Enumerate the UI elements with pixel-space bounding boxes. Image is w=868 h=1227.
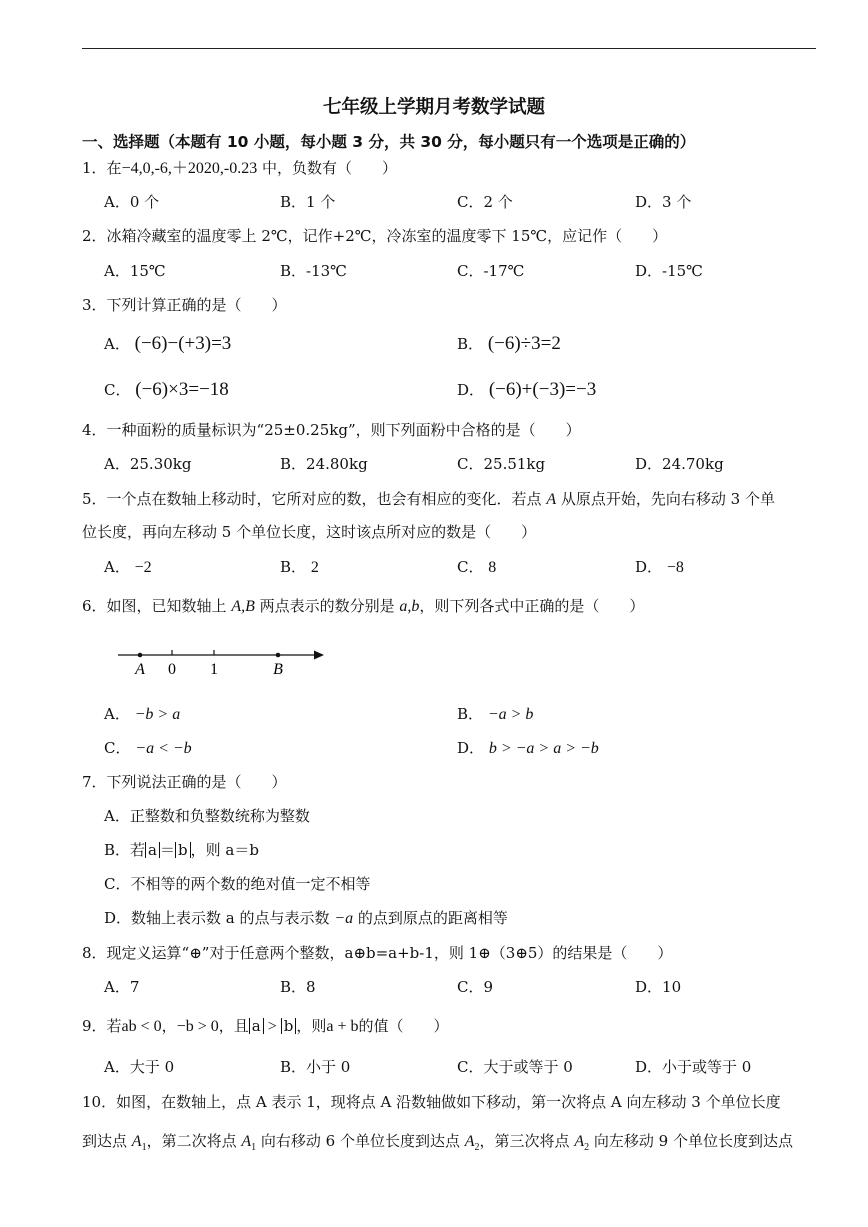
- question-10-line-2: 到达点 $A_1$，第二次将点 $A_1$ 向右移动 6 个单位长度到达点 $A_2$，第三次将点 $A_2$ 向左移动 9 个单位长度到达点: [82, 1132, 793, 1153]
- option-b: B．8: [280, 978, 316, 996]
- option-c: C． (−6)×3=−18: [104, 379, 229, 400]
- point-label: A: [546, 491, 557, 508]
- question-1: [82, 158, 397, 179]
- absolute-value: b: [281, 1018, 297, 1034]
- question-6: 6．如图，已知数轴上 A,B 两点表示的数分别是 a,b，则下列各式中正确的是（ ）: [82, 597, 645, 615]
- option-b: B． (−6)÷3=2: [457, 333, 561, 354]
- option-d: D． b > −a > a > −b: [457, 739, 599, 757]
- question-5-line-1: 5．一个点在数轴上移动时，它所对应的数，也会有相应的变化．若点 A 从原点开始，先向右移动 3 个单: [82, 490, 775, 508]
- option-c: C． −a < −b: [104, 739, 192, 757]
- option-a: A．15℃: [104, 262, 166, 280]
- option-b: B．小于 0: [280, 1058, 351, 1076]
- option-d: D．10: [635, 978, 682, 996]
- arrow-icon: [314, 651, 324, 660]
- section-heading: 一、选择题（本题有 10 小题，每小题 3 分，共 30 分，每小题只有一个选项是正确的）: [82, 133, 696, 151]
- option-b: B． −a > b: [457, 705, 534, 723]
- question-4: 4．一种面粉的质量标识为“25±0.25kg”，则下列面粉中合格的是（ ）: [82, 421, 581, 439]
- option-d: D．3 个: [635, 193, 692, 211]
- number-line-figure: [110, 640, 340, 680]
- option-c: C．大于或等于 0: [457, 1058, 573, 1076]
- question-number: 1．: [82, 159, 107, 177]
- math-expression: −4,0,-6,＋2020,-0.23: [121, 160, 258, 177]
- option-b: B．24.80kg: [280, 455, 368, 473]
- question-10-line-1: 10．如图，在数轴上，点 A 表示 1，现将点 A 沿数轴做如下移动，第一次将点 A 向左移动 3 个单位长度: [82, 1093, 781, 1111]
- option-c: C．9: [457, 978, 494, 996]
- absolute-value: a: [249, 1018, 264, 1034]
- option-c: C．-17℃: [457, 262, 525, 280]
- option-d: D．数轴上表示数 a 的点与表示数 −a 的点到原点的距离相等: [104, 909, 508, 927]
- math-expression: −a: [334, 910, 354, 927]
- question-7: 7．下列说法正确的是（ ）: [82, 773, 287, 791]
- option-c: C．2 个: [457, 193, 513, 211]
- question-text: 中，负数有（ ）: [257, 159, 398, 177]
- question-5-line-2: 位长度，再向左移动 5 个单位长度，这时该点所对应的数是（ ）: [82, 523, 537, 541]
- question-8: 8．现定义运算“⊕”对于任意两个整数，a⊕b=a+b-1，则 1⊕（3⊕5）的结果是（ ）: [82, 944, 673, 962]
- question-9: 9．若ab < 0，−b > 0，且 a > b ，则a + b的值（ ）: [82, 1017, 449, 1035]
- label-1: 1: [210, 661, 218, 678]
- option-a: A．大于 0: [104, 1058, 175, 1076]
- option-b: B．若 a ＝ b ，则 a＝b: [104, 841, 259, 859]
- option-a: A．正整数和负整数统称为整数: [104, 807, 310, 825]
- option-b: B．1 个: [280, 193, 336, 211]
- absolute-value: a: [145, 842, 160, 858]
- option-a: A． −2: [104, 558, 152, 576]
- option-b: B． 2: [280, 558, 319, 576]
- absolute-value: b: [175, 842, 191, 858]
- option-a: A．7: [104, 978, 140, 996]
- option-a: A． (−6)−(+3)=3: [104, 333, 232, 354]
- point-b-dot: [276, 653, 281, 658]
- option-c: C．不相等的两个数的绝对值一定不相等: [104, 875, 371, 893]
- label-0: 0: [168, 661, 176, 678]
- option-d: D． (−6)+(−3)=−3: [457, 379, 597, 400]
- option-a: A． −b > a: [104, 705, 181, 723]
- option-d: D．24.70kg: [635, 455, 724, 473]
- question-3: 3．下列计算正确的是（ ）: [82, 296, 287, 314]
- option-a: A．25.30kg: [104, 455, 192, 473]
- option-b: B．-13℃: [280, 262, 347, 280]
- option-d: D． −8: [635, 558, 684, 576]
- option-d: D．小于或等于 0: [635, 1058, 752, 1076]
- option-d: D．-15℃: [635, 262, 703, 280]
- page-title: 七年级上学期月考数学试题: [322, 97, 545, 118]
- option-c: C．25.51kg: [457, 455, 546, 473]
- option-a: A．0 个: [104, 193, 160, 211]
- question-text: 在: [106, 159, 122, 177]
- label-a: A: [135, 661, 145, 678]
- question-2: 2．冰箱冷藏室的温度零上 2℃，记作+2℃，冷冻室的温度零下 15℃，应记作（ ）: [82, 227, 668, 245]
- header-rule: [82, 48, 816, 49]
- label-b: B: [273, 661, 283, 678]
- point-a-dot: [138, 653, 143, 658]
- option-c: C． 8: [457, 558, 497, 576]
